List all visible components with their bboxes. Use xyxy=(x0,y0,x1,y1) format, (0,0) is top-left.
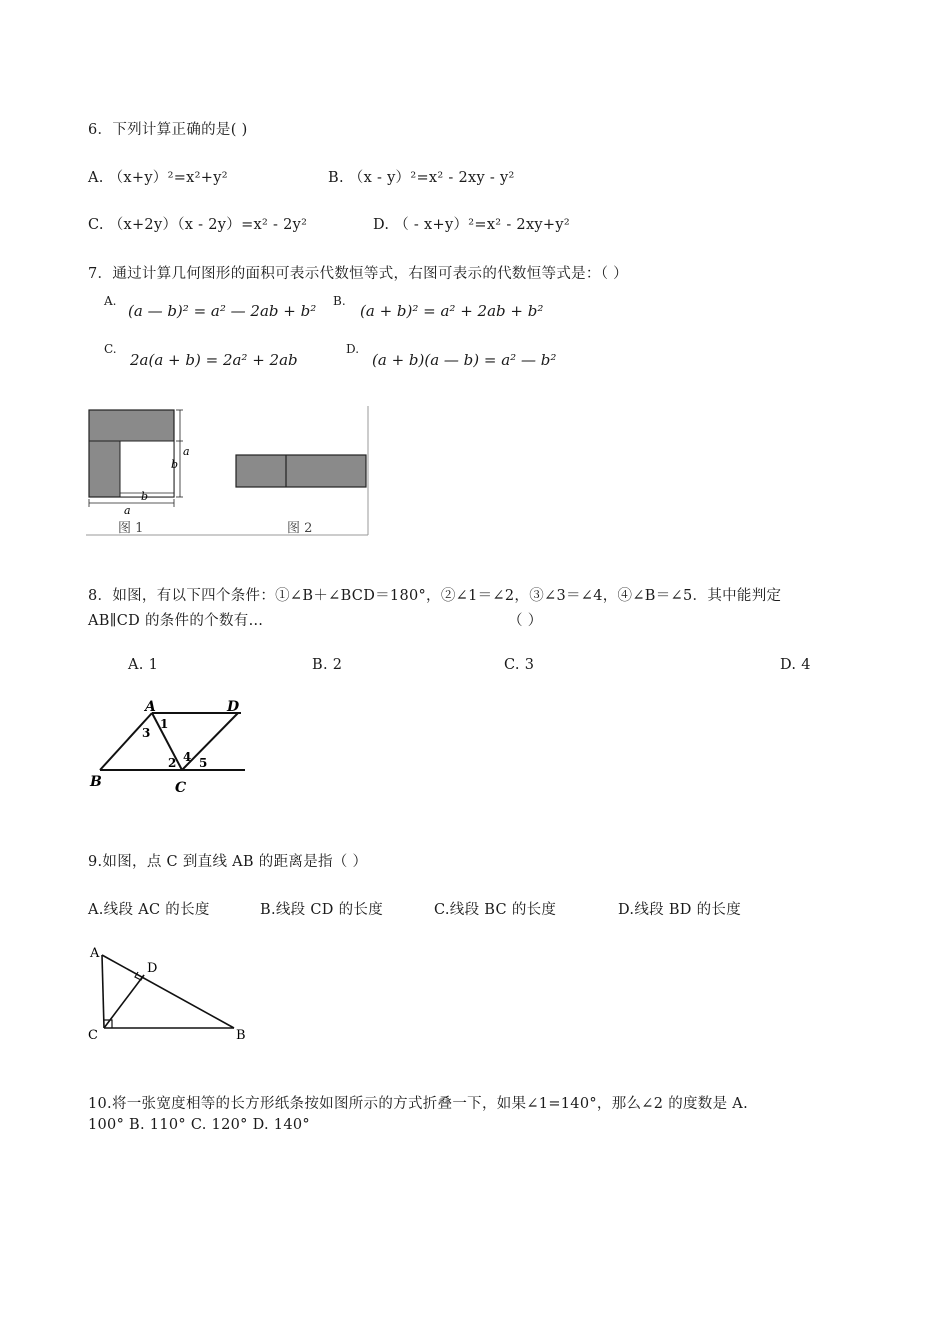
q9-figure xyxy=(86,942,252,1046)
q7-caption-2: 图 2 xyxy=(287,521,313,536)
q8-label-a: A xyxy=(145,699,156,715)
q10-stem-line2: 100° B. 110° C. 120° D. 140° xyxy=(88,1117,310,1133)
q9-option-a: A.线段 AC 的长度 xyxy=(88,902,210,918)
q6-option-d: D. （ - x+y）²=x² - 2xy+y² xyxy=(373,217,570,233)
q6-stem: 6．下列计算正确的是( ) xyxy=(88,122,248,138)
q8-label-1: 1 xyxy=(160,717,169,731)
q9-label-c: C xyxy=(88,1028,98,1043)
q7-label-a-right: a xyxy=(183,445,190,458)
q8-label-c: C xyxy=(175,780,187,796)
q7-stem: 7．通过计算几何图形的面积可表示代数恒等式，右图可表示的代数恒等式是：（ ） xyxy=(88,266,628,282)
q7-option-d-letter: D. xyxy=(346,342,360,356)
q8-label-4: 4 xyxy=(183,750,192,764)
q9-label-a: A xyxy=(90,946,100,961)
q10-stem-line1: 10.将一张宽度相等的长方形纸条按如图所示的方式折叠一下，如果∠1=140°，那么∠2 的度数是 A. xyxy=(88,1096,748,1112)
q6-option-c: C. （x+2y）（x - 2y）=x² - 2y² xyxy=(88,217,308,233)
q7-figure xyxy=(86,404,370,536)
q7-option-a: (a — b)² = a² — 2ab + b² xyxy=(128,302,317,320)
q8-label-3: 3 xyxy=(142,726,151,740)
q8-label-2: 2 xyxy=(168,756,177,770)
q8-option-a: A. 1 xyxy=(128,657,159,673)
q7-label-b-bottom: b xyxy=(141,490,149,503)
q8-option-d: D. 4 xyxy=(780,657,811,673)
q9-option-c: C.线段 BC 的长度 xyxy=(434,902,557,918)
q7-option-a-letter: A. xyxy=(104,294,117,308)
q8-label-d: D xyxy=(227,699,240,715)
q9-option-d: D.线段 BD 的长度 xyxy=(618,902,742,918)
q9-label-b: B xyxy=(236,1028,246,1043)
q6-option-b: B. （x - y）²=x² - 2xy - y² xyxy=(328,170,515,186)
q8-stem-line1: 8．如图，有以下四个条件：①∠B＋∠BCD＝180°，②∠1＝∠2，③∠3＝∠4，④∠B＝∠5．其中能判定 xyxy=(88,588,782,604)
q8-option-b: B. 2 xyxy=(312,657,343,673)
q7-label-a-bottom: a xyxy=(124,504,131,517)
q6-option-a: A. （x+y）²=x²+y² xyxy=(88,170,228,186)
q7-option-b: (a + b)² = a² + 2ab + b² xyxy=(360,302,544,320)
q8-stem-line2: AB∥CD 的条件的个数有… xyxy=(88,613,264,629)
q8-option-c: C. 3 xyxy=(504,657,535,673)
q9-label-d: D xyxy=(147,961,158,976)
q9-stem: 9.如图，点 C 到直线 AB 的距离是指（ ） xyxy=(88,854,368,870)
q8-label-b: B xyxy=(90,774,102,790)
q7-option-c-letter: C. xyxy=(104,342,117,356)
q8-label-5: 5 xyxy=(199,756,208,770)
q7-option-b-letter: B. xyxy=(333,294,346,308)
q7-label-b-right: b xyxy=(171,458,179,471)
q7-option-d: (a + b)(a — b) = a² — b² xyxy=(372,351,557,369)
q9-option-b: B.线段 CD 的长度 xyxy=(260,902,384,918)
q8-figure xyxy=(86,696,248,798)
q7-option-c: 2a(a + b) = 2a² + 2ab xyxy=(130,351,298,369)
q7-caption-1: 图 1 xyxy=(118,521,144,536)
q8-answer-paren: （ ） xyxy=(508,613,543,629)
